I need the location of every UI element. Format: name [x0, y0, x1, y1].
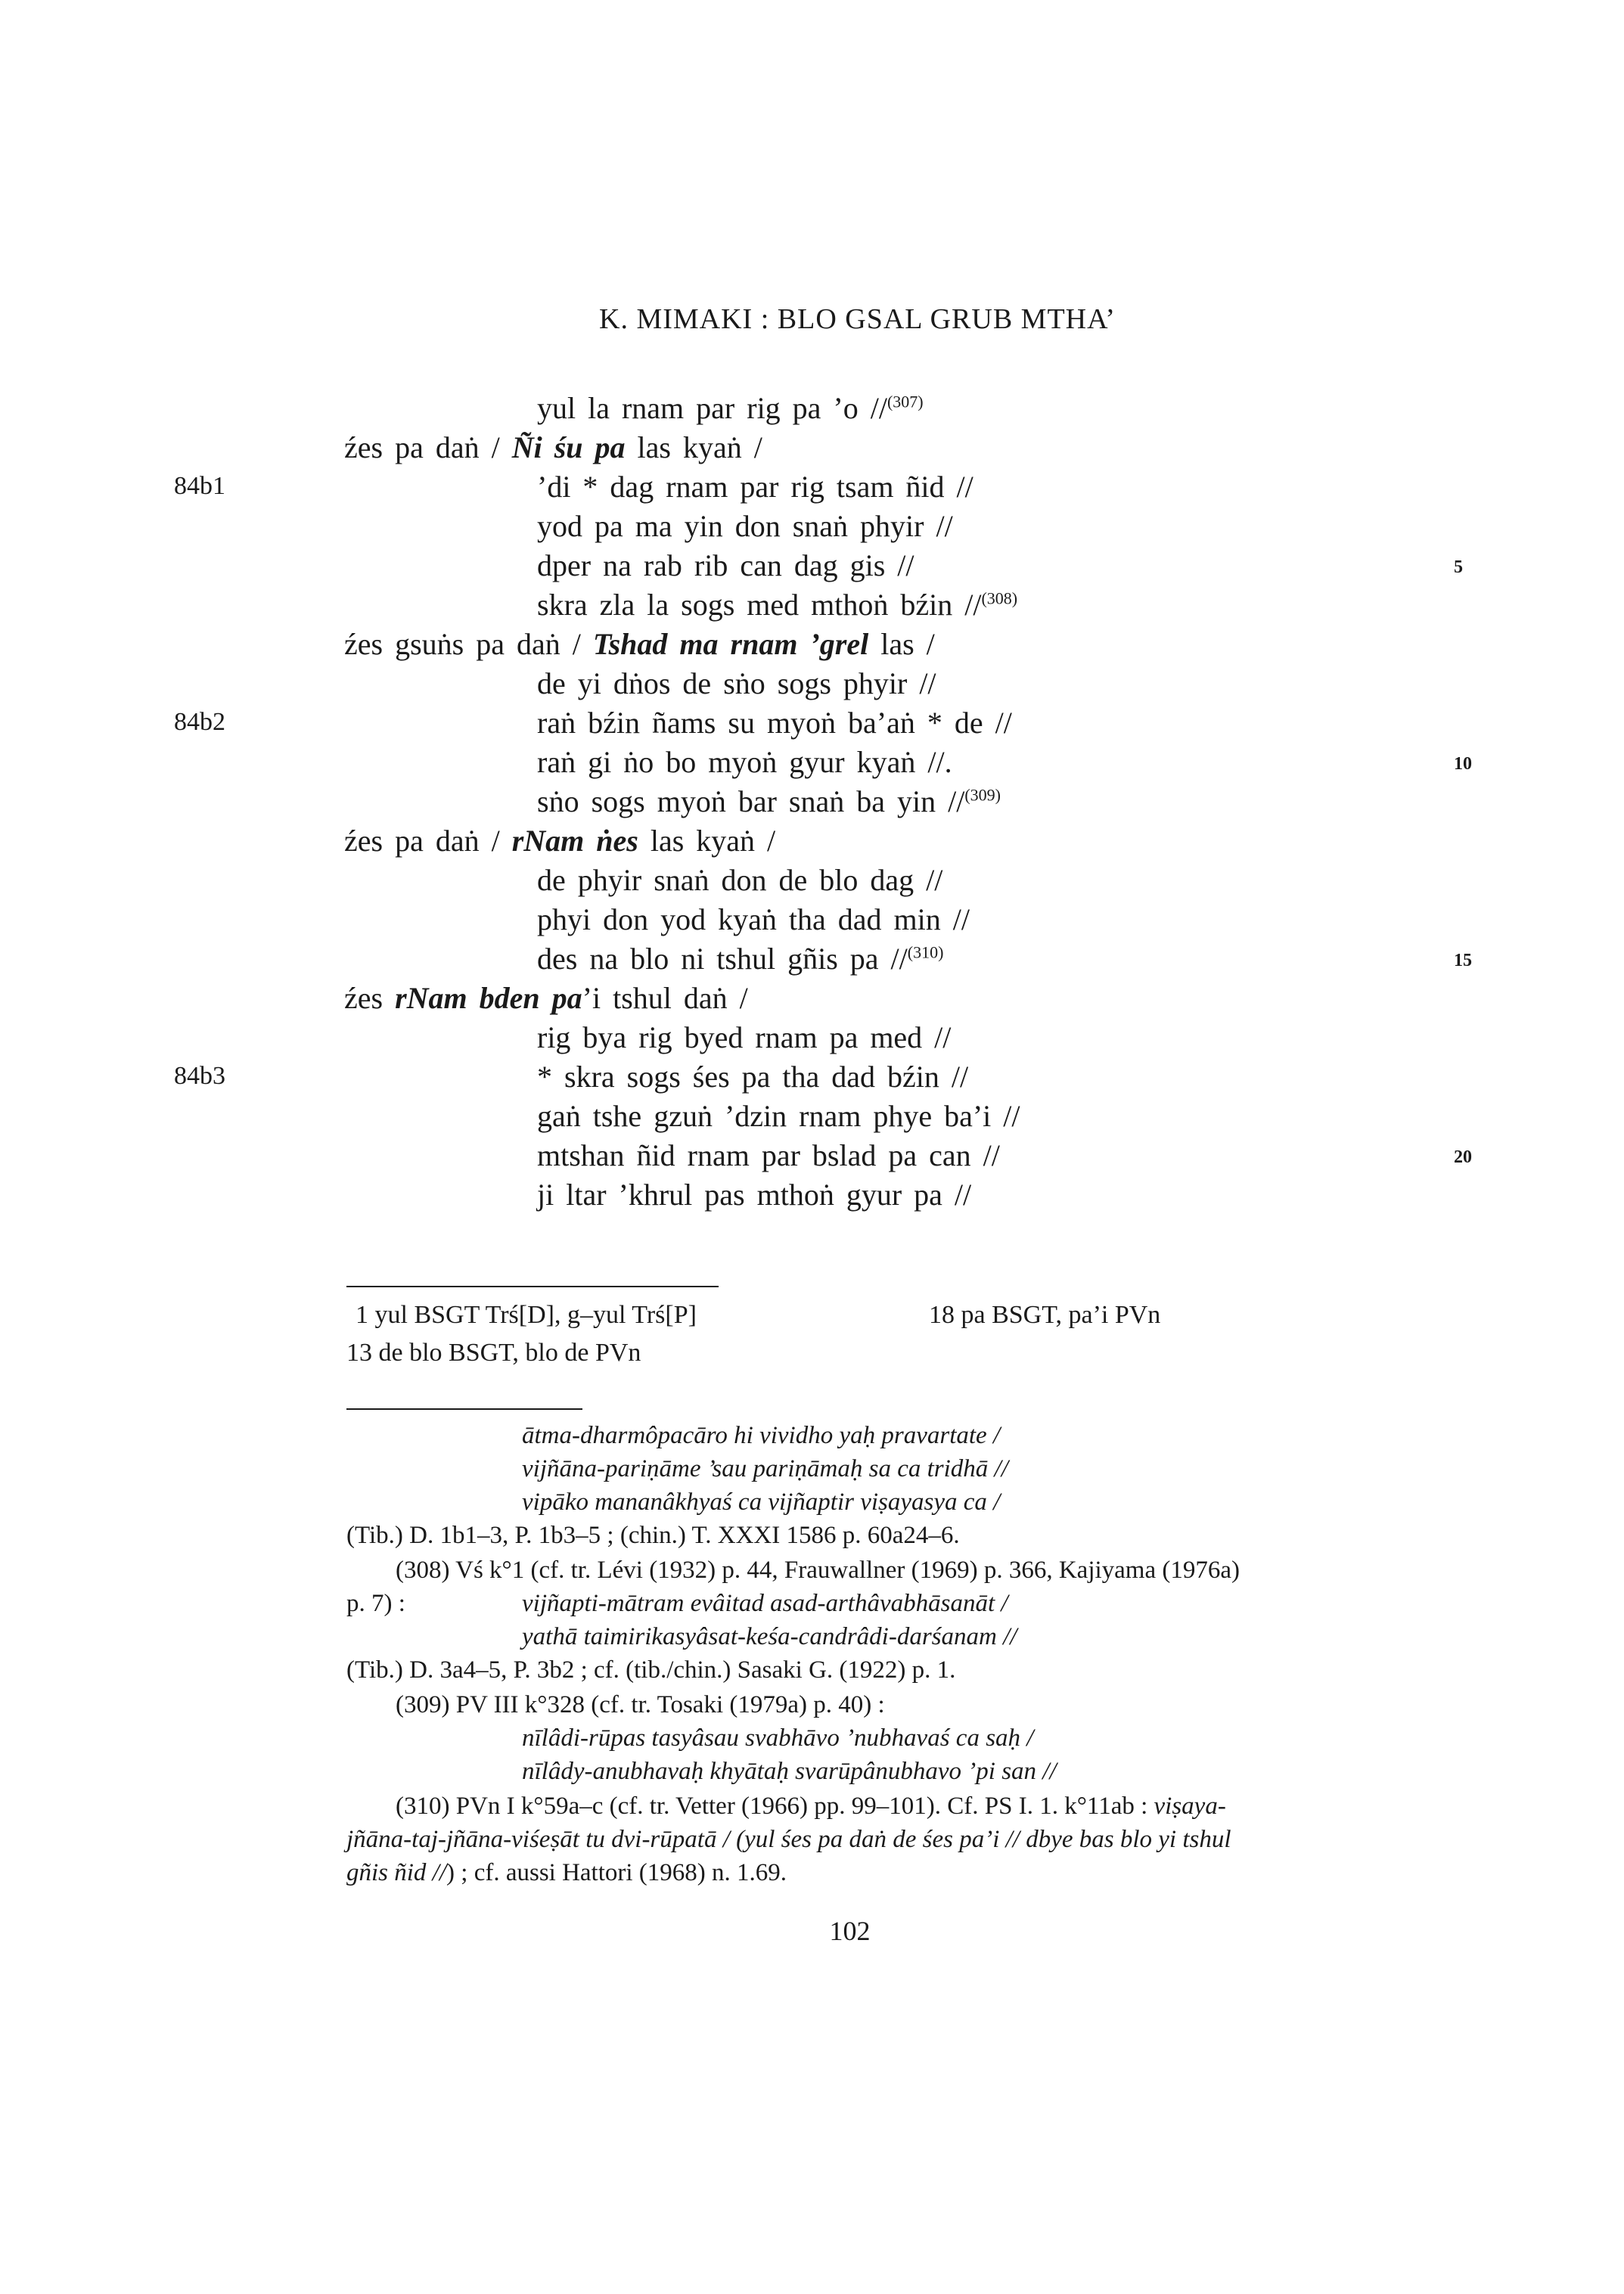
verse-intro-line: źes rNam bden pa’i tshul daṅ / — [344, 981, 748, 1015]
verse-line: phyi don yod kyaṅ tha dad min // — [537, 902, 970, 936]
work-title: rNam bden pa — [395, 981, 582, 1015]
footnote-ref: (309) — [964, 785, 1001, 805]
line-number: 5 — [1454, 557, 1463, 577]
apparatus-rule — [346, 1286, 719, 1287]
verse-line: de phyir snaṅ don de blo dag // — [537, 863, 943, 897]
verse-line: mtshan ñid rnam par bslad pa can // — [537, 1138, 1000, 1172]
folio-mark: 84b2 — [174, 708, 225, 736]
folio-mark: 84b1 — [174, 472, 225, 500]
verse-intro-line: źes pa daṅ / Ñi śu pa las kyaṅ / — [344, 430, 762, 464]
footnote-line: (309) PV III k°328 (cf. tr. Tosaki (1979a) p. 40) : — [396, 1691, 885, 1718]
line-number: 20 — [1454, 1147, 1472, 1167]
verse-line: yod pa ma yin don snaṅ phyir // — [537, 509, 953, 543]
footnote-verse: nīlâdy-anubhavaḥ khyātaḥ svarūpânubhavo ’pi san // — [522, 1758, 1057, 1785]
footnote-line: (Tib.) D. 1b1–3, P. 1b3–5 ; (chin.) T. XXXI 1586 p. 60a24–6. — [346, 1522, 960, 1549]
verse-line: * skra sogs śes pa tha dad bźin // — [537, 1060, 969, 1094]
apparatus-entry: 18 pa BSGT, pa’i PVn — [929, 1301, 1161, 1329]
footnote-ref: (307) — [887, 392, 924, 411]
folio-mark: 84b3 — [174, 1062, 225, 1090]
line-number: 10 — [1454, 754, 1472, 774]
apparatus-entry: 13 de blo BSGT, blo de PVn — [346, 1339, 641, 1367]
running-header: K. MIMAKI : BLO GSAL GRUB MTHA’ — [599, 303, 1116, 335]
page-number: 102 — [829, 1916, 871, 1946]
verse-line: raṅ gi ṅo bo myoṅ gyur kyaṅ //. — [537, 745, 952, 779]
footnote-line: jñāna-taj-jñāna-viśeṣāt tu dvi-rūpatā / (yul śes pa daṅ de śes pa’i // dbye bas blo yi tshul — [346, 1826, 1231, 1853]
footnote-line: (308) Vś k°1 (cf. tr. Lévi (1932) p. 44, Frauwallner (1969) p. 366, Kajiyama (1976a) — [396, 1557, 1240, 1584]
footnote-line: p. 7) : — [346, 1590, 405, 1617]
apparatus-entry: 1 yul BSGT Trś[D], g–yul Trś[P] — [356, 1301, 697, 1329]
work-title: rNam ṅes — [511, 824, 638, 858]
work-title: Tshad ma rnam ’grel — [592, 627, 869, 661]
verse-line: skra zla la sogs med mthoṅ bźin //$^{(308)}$ — [537, 588, 1018, 622]
footnote-verse: nīlâdi-rūpas tasyâsau svabhāvo ’nubhavaś ca saḥ / — [522, 1724, 1034, 1752]
verse-intro-line: źes gsuṅs pa daṅ / Tshad ma rnam ’grel las / — [344, 627, 935, 661]
verse-line: raṅ bźin ñams su myoṅ ba’aṅ * de // — [537, 706, 1012, 740]
verse-line: sṅo sogs myoṅ bar snaṅ ba yin //$^{(309)}$ — [537, 784, 1001, 818]
footnote-line: gñis ñid //) ; cf. aussi Hattori (1968) n. 1.69. — [346, 1859, 787, 1886]
footnote-verse: vipāko mananâkhyaś ca vijñaptir viṣayasya ca / — [522, 1488, 1001, 1516]
verse-line: des na blo ni tshul gñis pa //$^{(310)}$ — [537, 942, 944, 976]
footnote-line: (310) PVn I k°59a–c (cf. tr. Vetter (1966) pp. 99–101). Cf. PS I. 1. k°11ab : viṣaya- — [396, 1793, 1226, 1820]
verse-line: ’di * dag rnam par rig tsam ñid // — [537, 470, 973, 504]
verse-line: yul la rnam par rig pa ’o //$^{(307)}$ — [537, 391, 924, 425]
verse-intro-line: źes pa daṅ / rNam ṅes las kyaṅ / — [344, 824, 776, 858]
footnote-verse: vijñāna-pariṇāme ’sau pariṇāmaḥ sa ca tridhā // — [522, 1455, 1008, 1482]
line-number: 15 — [1454, 951, 1472, 970]
verse-line: dper na rab rib can dag gis // — [537, 548, 914, 582]
footnote-verse: ātma-dharmôpacāro hi vividho yaḥ pravartate / — [522, 1422, 1001, 1449]
footnote-ref: (310) — [907, 942, 944, 962]
verse-line: rig bya rig byed rnam pa med // — [537, 1020, 952, 1054]
verse-line: gaṅ tshe gzuṅ ’dzin rnam phye ba’i // — [537, 1099, 1020, 1133]
footnote-ref: (308) — [981, 588, 1018, 608]
work-title: Ñi śu pa — [511, 430, 626, 464]
footnote-verse: yathā taimirikasyâsat-keśa-candrâdi-darśanam // — [522, 1623, 1017, 1650]
footnote-verse: vijñapti-mātram evâitad asad-arthâvabhāsanāt / — [522, 1590, 1008, 1617]
verse-line: ji ltar ’khrul pas mthoṅ gyur pa // — [537, 1178, 972, 1212]
verse-line: de yi dṅos de sṅo sogs phyir // — [537, 666, 936, 700]
footnote-rule — [346, 1408, 582, 1410]
footnote-line: (Tib.) D. 3a4–5, P. 3b2 ; cf. (tib./chin.) Sasaki G. (1922) p. 1. — [346, 1656, 956, 1684]
